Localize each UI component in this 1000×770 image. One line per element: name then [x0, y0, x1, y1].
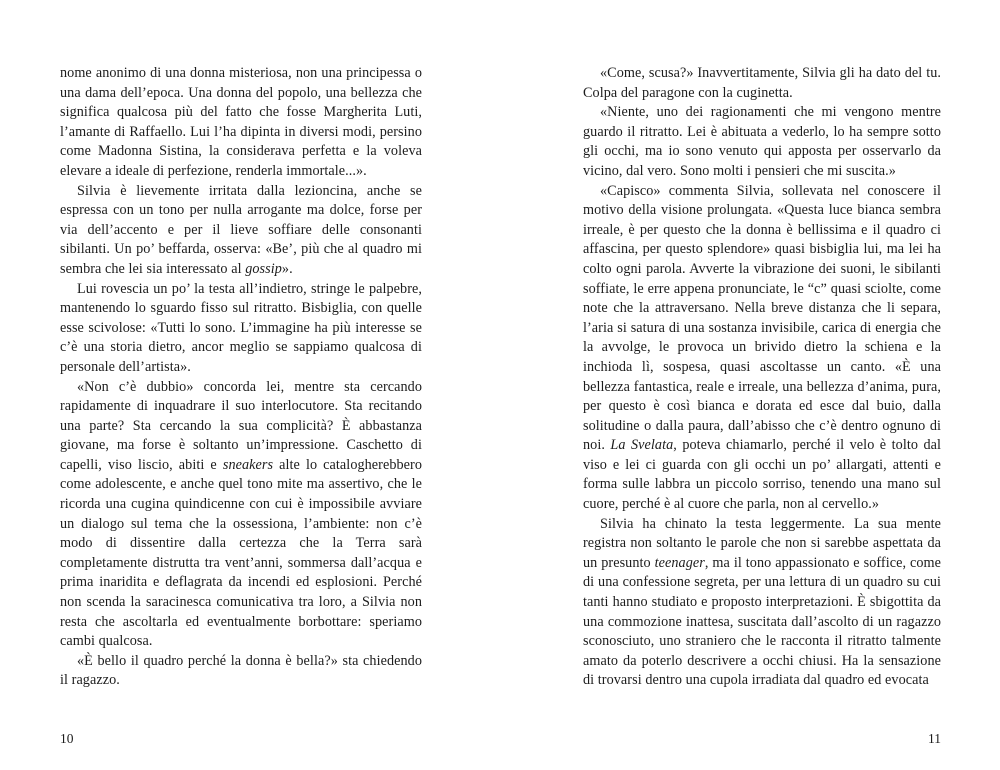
page-number-right: 11	[928, 731, 941, 746]
page-number-left: 10	[60, 731, 74, 746]
text-run: «Non c’è dubbio» concorda lei, mentre sta cercando rapidamente di inquadrare il suo interlocutore. Sta recitando una parte? Sta cercando la sua complicità? È abbastanza giovane, ma forse è soltanto un’impressione. Caschetto di capelli, viso liscio, abiti e	[60, 378, 422, 473]
paragraph	[60, 64, 422, 182]
text-run: Lui rovescia un po’ la testa all’indietro, stringe le palpebre, mantenendo lo sguardo fisso sul ritratto. Bisbiglia, con quelle esse scivolose: «Tutti lo sono. L’immagine ha più interesse se c’è una storia dietro, ancor meglio se sappiamo qualcosa di personale dell’artista».	[60, 280, 422, 375]
paragraph	[583, 515, 941, 691]
text-run: ».	[281, 260, 293, 277]
text-run: «Capisco» commenta Silvia, sollevata nel conoscere il motivo della visione prolungata. «Questa luce bianca sembra irreale, è per questo che la donna è bellissima e il quadro ci affascina, per questo splendore» quasi bisbiglia lui, ma lei ha colto ogni parola. Avverte la vibrazione dei suoni, le sibilanti soffiate, le erre appena pronunciate, le “c” quasi sciolte, come note che la attraversano. Nella breve distanza che li separa, l’aria si satura di una sostanza invisibile, carica di energia che la avvolge, le provoca un brivido dietro la schiena e la inchioda lì, sospesa, quasi ascoltasse un canto. «È una bellezza fantastica, reale e irreale, una bellezza d’anima, pura, per questo è così bianca e dorata ed esce dal buio, dalla solitudine o dalla paura, dall’abisso che c’è dentro ognuno di noi.	[583, 182, 941, 454]
page-right-text	[583, 64, 941, 691]
text-run: Silvia ha chinato la testa leggermente. La sua mente registra non soltanto le parole che non si sarebbe aspettata da un presunto	[583, 515, 941, 571]
paragraph	[60, 182, 422, 280]
paragraph	[60, 652, 422, 691]
text-run: «Niente, uno dei ragionamenti che mi vengono mentre guardo il ritratto. Lei è abituata a vederlo, lo ha sempre sotto gli occhi, ma io sono venuto qui apposta per osservarlo da vicino, dal vero. Sono molti i pensieri che mi suscita.»	[583, 104, 941, 179]
text-run: Silvia è lievemente irritata dalla lezioncina, anche se espressa con un tono per nulla arrogante ma dolce, forse per via dell’accento e per il lieve soffiare delle consonanti sibilanti. Un po’ beffarda, osserva: «Be’, più che al quadro mi sembra che lei sia interessato al	[60, 182, 422, 277]
paragraph	[60, 280, 422, 378]
italic-text-run: teenager	[654, 554, 705, 571]
paragraph	[60, 378, 422, 652]
page-left	[60, 64, 422, 691]
page-left-text	[60, 64, 422, 691]
paragraph	[583, 103, 941, 181]
italic-text-run: sneakers	[222, 456, 274, 473]
italic-text-run: gossip	[245, 260, 282, 277]
text-run: nome anonimo di una donna misteriosa, non una principessa o una dama dell’epoca. Una donna del popolo, una bellezza che significa qualcosa più del fatto che fosse Margherita Luti, l’amante di Raffaello. Lui l’ha dipinta in diversi modi, persino come Madonna Sistina, la considerava perfetta e la voleva elevare a ideale di perfezione, renderla immortale...».	[60, 65, 422, 179]
italic-text-run: La Svelata	[610, 437, 674, 454]
text-run: alte lo catalogherebbero come adolescente, e anche quel tono mite ma assertivo, che le ricorda una cugina quindicenne con cui è impossibile avviare un dialogo sul tema che la ossessiona, l’ambiente: non c’è modo di dissentire dalla certezza che la Terra sarà completamente distrutta tra vent’anni, sommersa dall’acqua e prima inaridita e deflagrata da incendi ed esplosioni. Perché non scenda la saracinesca comunicativa tra loro, a Silvia non resta che ascoltarla ed eventualmente borbottare: speriamo cambi qualcosa.	[60, 456, 422, 650]
page-right	[583, 64, 941, 691]
paragraph	[583, 182, 941, 515]
text-run: «È bello il quadro perché la donna è bella?» sta chiedendo il ragazzo.	[60, 652, 422, 689]
text-run: , ma il tono appassionato e soffice, come di una confessione segreta, per una lettura di un quadro su cui tanti hanno studiato e proposto interpretazioni. È sbigottita da una commozione inattesa, suscitata dall’ascolto di un ragazzo sconosciuto, uno straniero che le racconta il ritratto talmente amato da poterlo descrivere a occhi chiusi. Ha la sensazione di trovarsi dentro una cupola irradiata dal quadro ed evocata	[583, 554, 942, 689]
text-run: «Come, scusa?» Inavvertitamente, Silvia gli ha dato del tu. Colpa del paragone con la cuginetta.	[583, 65, 941, 101]
paragraph	[583, 64, 941, 103]
text-run: , poteva chiamarlo, perché il velo è tolto dal viso e lei ci guarda con gli occhi un po’ allargati, attenti e forma sulle labbra un piccolo sorriso, tenendo una mano sul cuore, perché è al cuore che parla, non al cervello.»	[583, 437, 942, 513]
